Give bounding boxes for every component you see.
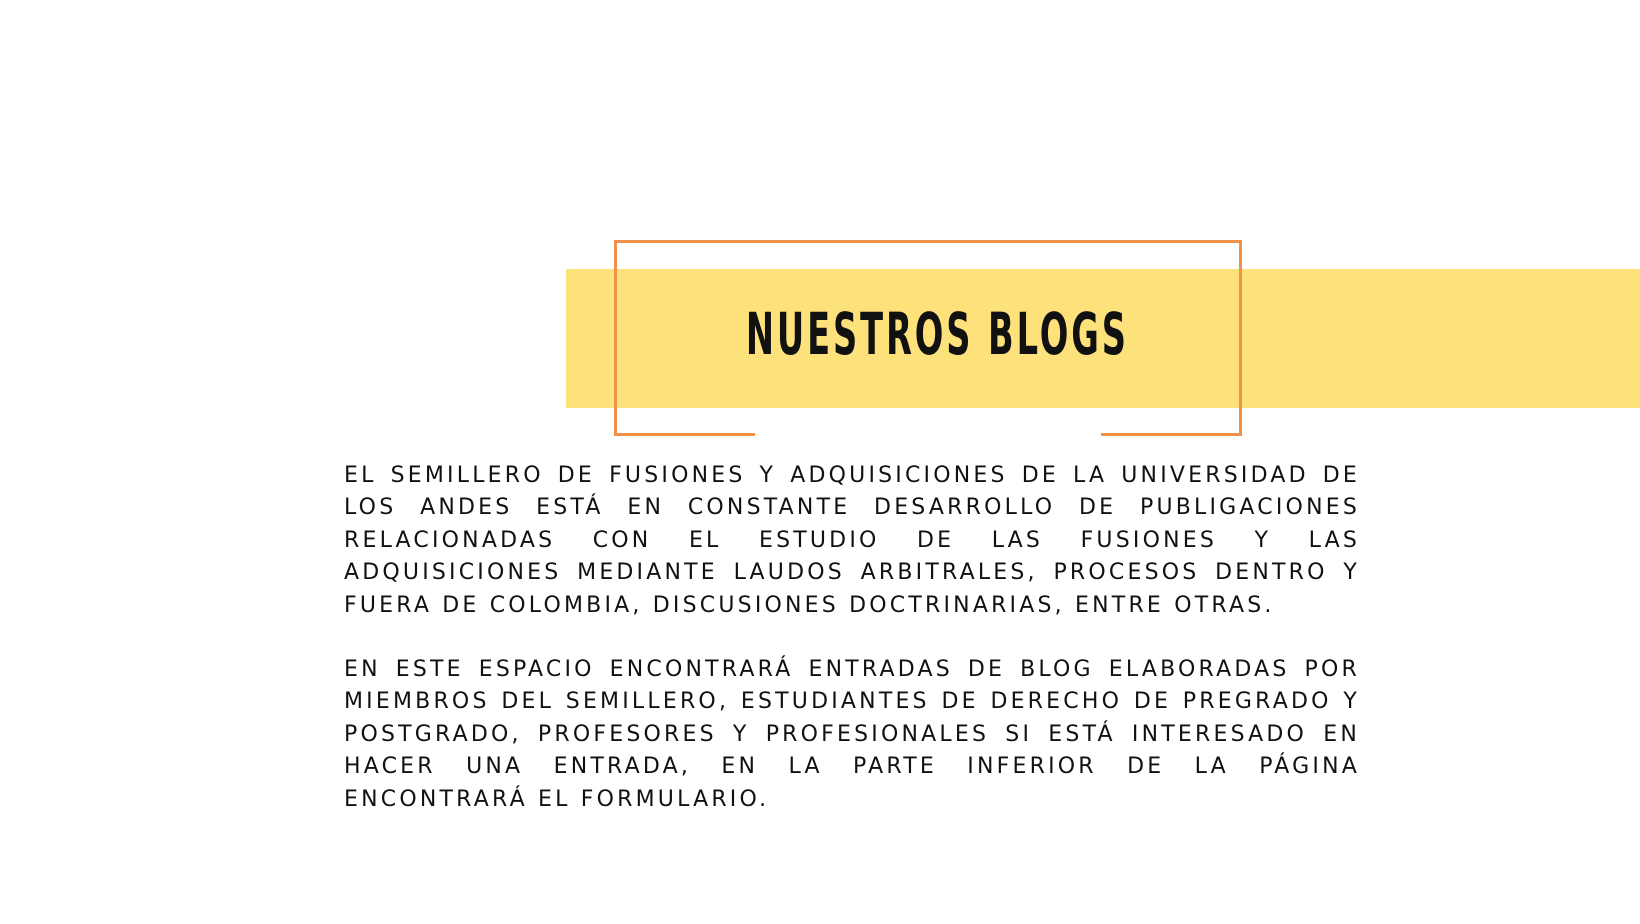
page-title: NUESTROS BLOGS — [745, 300, 1129, 368]
intro-text — [344, 460, 1360, 816]
title-frame-bottom-left — [614, 433, 755, 436]
intro-paragraph: EL SEMILLERO DE FUSIONES Y ADQUISICIONES DE LA UNIVERSIDAD DE LOS ANDES ESTÁ EN CONSTANTE DESARROLLO DE PUBLIGACIONES RELACIONADAS CON EL ESTUDIO DE LAS FUSIONES Y LAS ADQUISICIONES MEDIANTE LAUDOS ARBITRALES, PROCESOS DENTRO Y FUERA DE COLOMBIA, DISCUSIONES DOCTRINARIAS, ENTRE OTRAS. — [344, 463, 1360, 618]
title-frame-bottom-right — [1101, 433, 1242, 436]
intro-paragraph: EN ESTE ESPACIO ENCONTRARÁ ENTRADAS DE BLOG ELABORADAS POR MIEMBROS DEL SEMILLERO, ESTUDIANTES DE DERECHO DE PREGRADO Y POSTGRADO, PROFESORES Y PROFESIONALES SI ESTÁ INTERESADO EN HACER UNA ENTRADA, EN LA PARTE INFERIOR DE LA PÁGINA ENCONTRARÁ EL FORMULARIO. — [344, 657, 1360, 812]
